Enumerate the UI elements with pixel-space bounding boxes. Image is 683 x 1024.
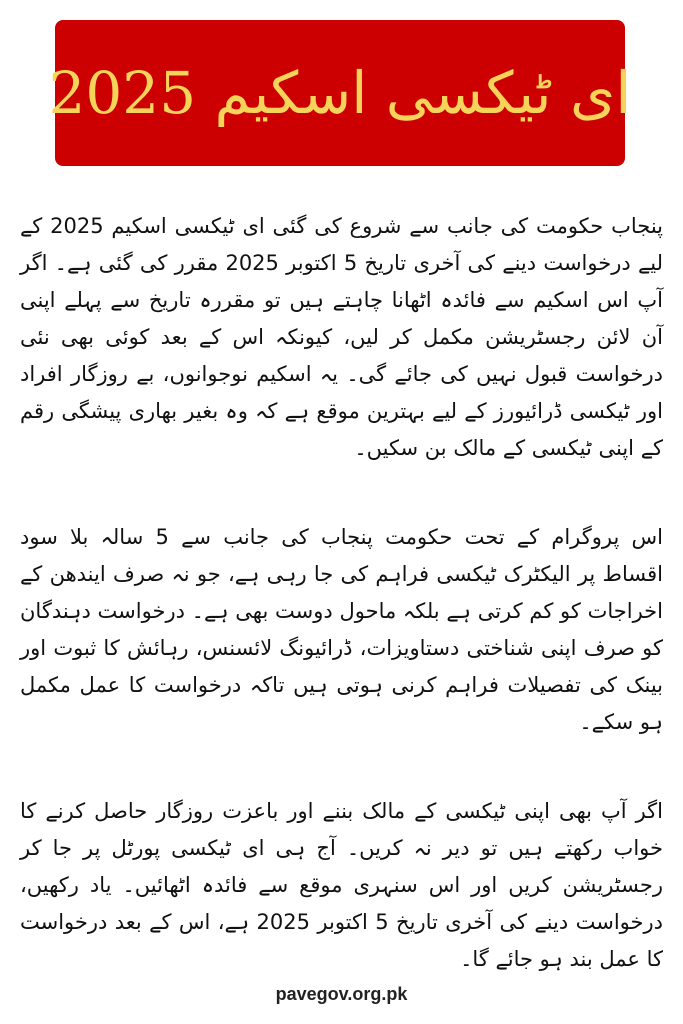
paragraph-deadline: پنجاب حکومت کی جانب سے شروع کی گئی ای ٹیکسی اسکیم 2025 کے لیے درخواست دینے کی آخری تاریخ 5 اکتوبر 2025 مقرر کی گئی ہے۔ اگر آپ اس اسکیم سے فائدہ اٹھانا چاہتے ہیں تو مقررہ تاریخ سے پہلے اپنی آن لائن رجسٹریشن مکمل کر لیں، کیونکہ اس کے بعد کوئی بھی نئی درخواست قبول نہیں کی جائے گی۔ یہ اسکیم نوجوانوں، بے روزگار افراد اور ٹیکسی ڈرائیورز کے لیے بہترین موقع ہے کہ وہ بغیر بھاری پیشگی رقم کے اپنی ٹیکسی کے مالک بن سکیں۔ (20, 214, 663, 460)
site-footer-domain: pavegov.org.pk (275, 984, 408, 1004)
paragraph-program-details: اس پروگرام کے تحت حکومت پنجاب کی جانب سے 5 سالہ بلا سود اقساط پر الیکٹرک ٹیکسی فراہم کی جا رہی ہے، جو نہ صرف ایندھن کے اخراجات کو کم کرتی ہے بلکہ ماحول دوست بھی ہے۔ درخواست دہندگان کو صرف اپنی شناختی دستاویزات، ڈرائیونگ لائسنس، رہائش کا ثبوت اور بینک کی تفصیلات فراہم کرنی ہوتی ہیں تاکہ درخواست کا عمل مکمل ہو سکے۔ (20, 525, 663, 734)
paragraph-call-to-action: اگر آپ بھی اپنی ٹیکسی کے مالک بننے اور باعزت روزگار حاصل کرنے کا خواب رکھتے ہیں تو دیر نہ کریں۔ آج ہی ای ٹیکسی پورٹل پر جا کر رجسٹریشن کریں اور اس سنہری موقع سے فائدہ اٹھائیں۔ یاد رکھیں، درخواست دینے کی آخری تاریخ 5 اکتوبر 2025 ہے، اس کے بعد درخواست کا عمل بند ہو جائے گا۔ (20, 799, 663, 971)
article-body (20, 208, 663, 978)
banner-title: ای ٹیکسی اسکیم 2025 (48, 59, 632, 127)
title-banner (48, 20, 632, 166)
